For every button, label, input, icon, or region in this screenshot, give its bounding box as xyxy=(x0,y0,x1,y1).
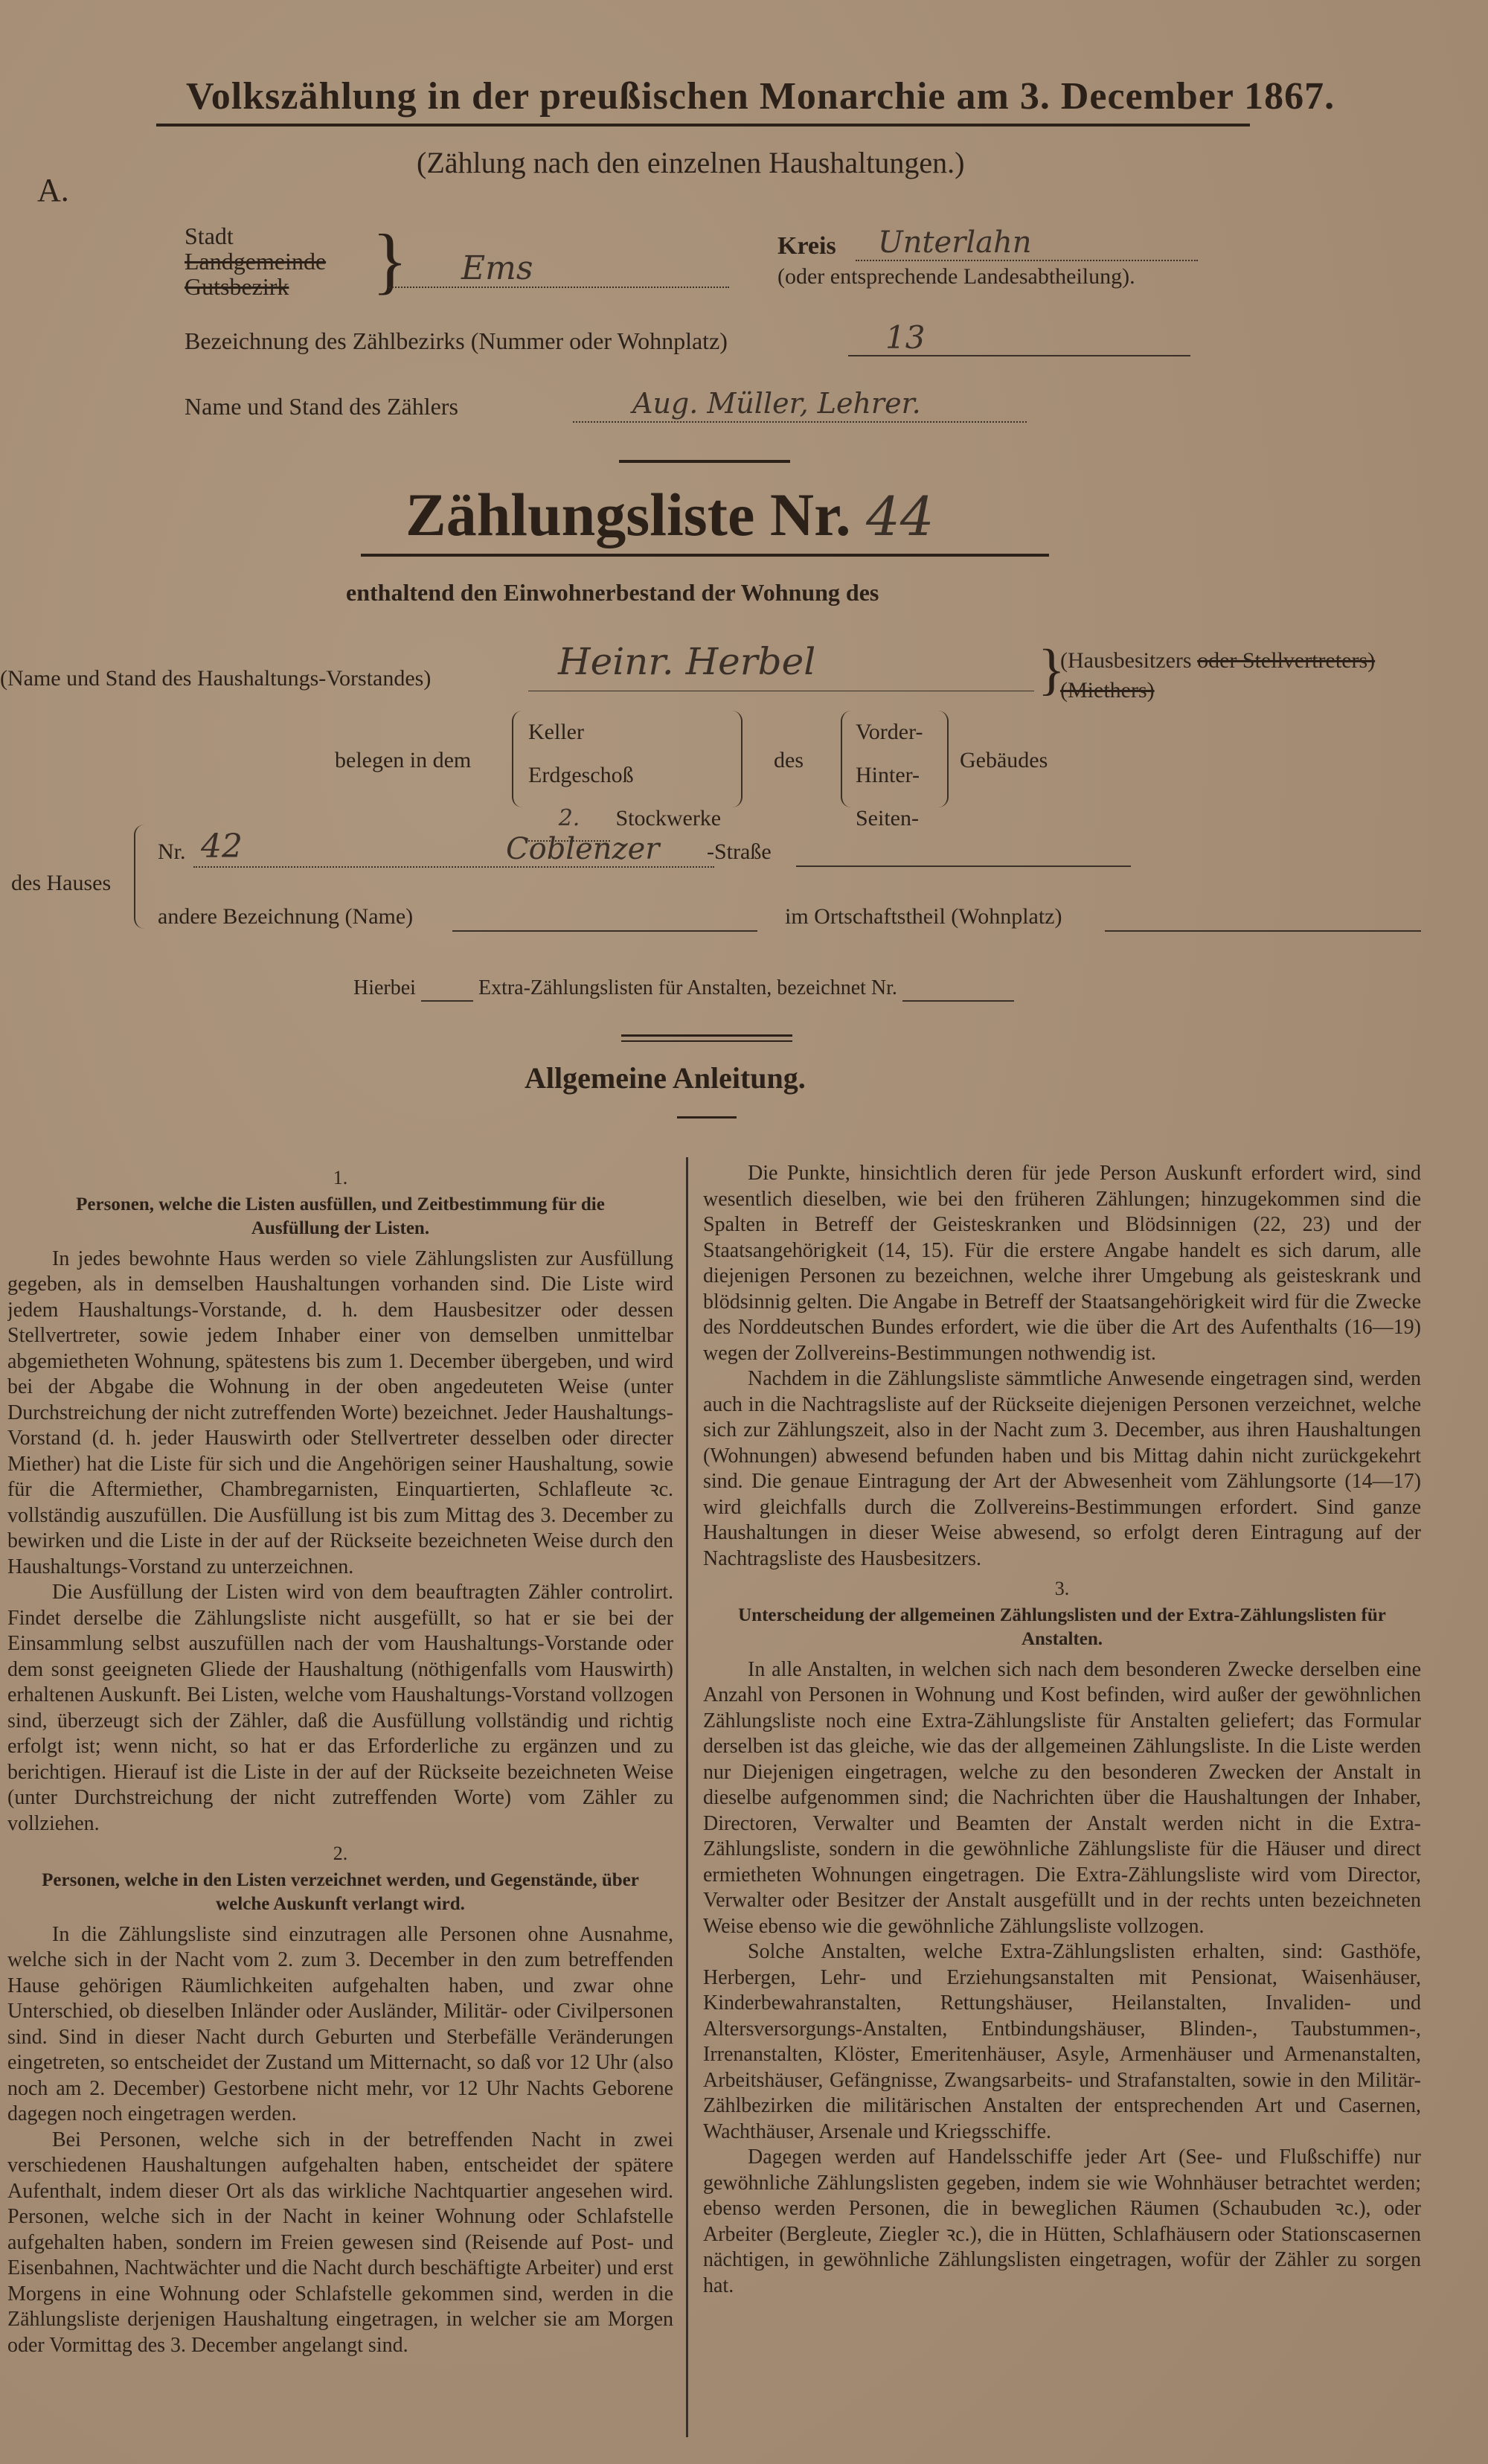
paragraph: Bei Personen, welche sich in der betreffenden Nacht in zwei verschiedenen Haushaltungen aufgehalten haben, entscheidet der spätere Aufenthalt, indem dieser Ort als das wirkliche Nachtquartier angesehen wird. Personen, welche sich in der Nacht in keiner Wohnung oder Schlafstelle aufgehalten haben, sondern im Freien gewesen sind (Reisende auf Post- und Eisenbahnen, Nachtwächter und die Nacht durch beschäftigte Arbeiter) und erst Morgens in eine Wohnung oder Schlafstelle gekommen sind, werden in die Zählungsliste derjenigen Haushaltung eingetragen, in welcher sie am Morgen oder Vormittag des 3. December angelangt sind. xyxy=(7,2128,673,2357)
enumerator-value: Aug. Müller, Lehrer. xyxy=(632,387,921,420)
separator xyxy=(621,1034,792,1042)
extra-lists-number-field[interactable] xyxy=(902,976,1014,1002)
house-nr-label: Nr. xyxy=(158,839,186,864)
kreis-value: Unterlahn xyxy=(878,225,1032,260)
extra-lists-count-field[interactable] xyxy=(421,976,473,1002)
kreis-label: Kreis xyxy=(777,232,836,260)
building-suffix: Gebäudes xyxy=(960,748,1048,772)
extra-lists-prefix: Hierbei xyxy=(353,976,416,999)
district-field[interactable] xyxy=(848,319,1190,356)
house-nr-field[interactable] xyxy=(193,828,714,868)
paragraph: Solche Anstalten, welche Extra-Zählungslisten erhalten, sind: Gasthöfe, Herbergen, Lehr- und Erziehungsanstalten mit Pensionat, Waisenhäuser, Kinderbewahranstalten, Rettungshäuser, Heilanstalten, Invaliden- und Altersversorgungs-Anstalten, Entbindungshäuser, Blinden-, Taubstummen-, Irrenanstalten, Klöster, Emeritenhäuser, Asyle, Armenhäuser und Armenanstalten, Arbeitshäuser, Gefängnisse, Zwangsarbeits- und Strafanstalten, sowie in den Militär-Zählbezirken die militärischen Anstalten der entsprechenden Art und Casernen, Wachthäuser, Arsenale und Kriegsschiffe. xyxy=(703,1940,1421,2143)
district-value: 13 xyxy=(885,319,926,356)
paragraph: Die Punkte, hinsichtlich deren für jede Person Auskunft erfordert wird, sind wesentlich dieselben, wie bei den früheren Zählungen; hinzugekommen sind die Spalten in Betreff der Geisteskranken und Blödsinnigen (22, 23) und der Staatsangehörigkeit (14, 15). Für die erstere Angabe handelt es sich darum, alle diejenigen Personen zu bezeichnen, welche ihrer Umgebung als geisteskrank und blödsinnig gelten. Die Angabe in Betreff der Staatsangehörigkeit wird für die Zwecke des Norddeutschen Bundes erfordert, wie die über die Art des Aufenthalts (16—19) wegen der Zollvereins-Bestimmungen nothwendig ist. xyxy=(703,1162,1421,1365)
floor-stockwerke[interactable]: Stockwerke xyxy=(615,806,722,831)
household-role-options xyxy=(1060,646,1375,705)
floor-prefix: belegen in dem xyxy=(335,748,472,772)
role-stellvertreter: oder Stellvertreters) xyxy=(1197,648,1376,673)
role-hausbesitzer: (Hausbesitzers xyxy=(1060,648,1192,673)
list-title-text: Zählungsliste Nr. xyxy=(405,481,851,548)
separator xyxy=(619,460,790,463)
section-number: 3. xyxy=(1054,1578,1070,1599)
enumerator-field[interactable] xyxy=(573,388,1027,423)
instructions-right-column xyxy=(703,1161,1421,2441)
place-field[interactable] xyxy=(387,249,729,288)
document-title: Volkszählung in der preußischen Monarchie am 3. December 1867. xyxy=(186,75,1335,118)
house-nr-value: 42 xyxy=(201,828,243,865)
location-type-gutsbezirk: Gutsbezirk xyxy=(185,273,289,300)
paragraph: In alle Anstalten, in welchen sich nach dem besonderen Zwecke derselben eine Anzahl von Personen in Wohnung und Kost befinden, wird außer der gewöhnlichen Zählungsliste noch eine Extra-Zählungsliste für Anstalten geliefert; das Formular derselben ist das gleiche, wie das der allgemeinen Zählungsliste. In die Liste werden nur Diejenigen eingetragen, welche zu den besonderen Zwecken der Anstalt in dieselbe aufgenommen sind; die Nachrichten über die Haushaltungen der Inhaber, Directoren, Verwalter und Beamten der Anstalt werden nicht in die Extra-Zählungsliste, sondern in die gewöhnliche Zählungsliste für die Häuser und direct ermietheten Wohnungen eingetragen. Die Extra-Zählungsliste wird vom Director, Verwalter oder Besitzer der Anstalt ausgefüllt und in der rechts unten bezeichneten Weise ebenso wie die gewöhnliche Zählungsliste vollzogen. xyxy=(703,1657,1421,1938)
location-type-landgemeinde: Landgemeinde xyxy=(185,248,327,275)
district-part-label: im Ortschaftstheil (Wohnplatz) xyxy=(785,904,1062,929)
list-title xyxy=(405,480,934,550)
paragraph: In jedes bewohnte Haus werden so viele Zählungslisten zur Ausfüllung gegeben, als in demselben Haushaltungen vorhanden sind. Die Liste wird jedem Haushaltungs-Vorstande, d. h. dem Hausbesitzer oder dessen Stellvertreter, sowie jedem Inhaber einer von demselben unmittelbar abgemietheten Wohnung, spätestens bis zum 1. December übergeben, und wird bei der Abgabe die Wohnung in der oben angedeuteten Weise (unter Durchstreichung der nicht zutreffenden Worte) bezeichnet. Jeder Haushaltungs-Vorstand (d. h. jeder Hauswirth oder Stellvertreter desselben oder directer Miether) hat die Liste für sich und die Angehörigen seiner Haushaltung, sowie für die Aftermiether, Chambregarnisten, Einquartierten, Schlafleute ꝛc. vollständig auszufüllen. Die Ausfüllung ist bis zum Mittag des 3. December zu bewirken und die Liste in der auf der Rückseite bezeichneten Weise durch den Haushaltungs-Vorstand zu unterzeichnen. xyxy=(7,1247,673,1578)
side-hinter[interactable]: Hinter- xyxy=(856,763,920,787)
paragraph: Dagegen werden auf Handelsschiffe jeder Art (See- und Flußschiffe) nur gewöhnliche Zählungslisten gegeben, indem sie wie Wohnhäuser betrachtet werden; ebenso werden Personen, die in beweglichen Räumen (Schaubuden ꝛc.), oder Arbeiter (Bergleute, Ziegler ꝛc.), die in Hütten, Schlafhäusern oder Stationscasernen nächtigen, in gewöhnliche Zählungslisten eingetragen, wofür der Zähler zu sorgen hat. xyxy=(703,2145,1421,2297)
list-title-rule xyxy=(361,554,1049,557)
section-number: 2. xyxy=(333,1843,348,1864)
location-type-list xyxy=(185,223,326,299)
place-value: Ems xyxy=(461,249,533,287)
instructions-left-column xyxy=(7,1161,673,2441)
floor-options xyxy=(512,711,743,831)
paragraph: Nachdem in die Zählungsliste sämmtliche Anwesende eingetragen sind, werden auch in die Nachtragsliste auf der Rückseite diejenigen Personen verzeichnet, welche sich zur Zählungszeit, also in der Nacht zum 3. December, aus ihren Haushaltungen (Wohnungen) abwesend befunden haben und bis Mittag dahin nicht zurückgekehrt sind. Die genaue Eintragung der Art der Abwesenheit vom Zählungsorte (14—17) wird gleichfalls durch die Zollvereins-Bestimmungen erfordert. Sind ganze Haushaltungen in dieser Weise abwesend, so erfolgt deren Eintragung auf der Nachtragsliste des Hausbesitzers. xyxy=(703,1367,1421,1570)
separator xyxy=(677,1116,737,1119)
brace xyxy=(134,825,150,929)
floor-value[interactable]: 2. xyxy=(528,797,610,842)
document-subtitle: (Zählung nach den einzelnen Haushaltungen.) xyxy=(417,146,965,179)
household-label: (Name und Stand des Haushaltungs-Vorstandes) xyxy=(0,666,432,691)
role-miether: (Miethers) xyxy=(1060,678,1155,703)
title-rule xyxy=(156,124,1250,127)
section-heading: Personen, welche die Listen ausfüllen, und Zeitbestimmung für die Ausfüllung der Listen. xyxy=(76,1194,605,1238)
household-field[interactable] xyxy=(528,640,1034,691)
street-value: Coblenzer xyxy=(506,832,660,866)
section-number: 1. xyxy=(333,1167,348,1188)
other-name-label: andere Bezeichnung (Name) xyxy=(158,904,414,929)
form-marker: A. xyxy=(37,172,69,208)
enumerator-label: Name und Stand des Zählers xyxy=(185,393,458,420)
paragraph: Die Ausfüllung der Listen wird von dem beauftragten Zähler controlirt. Findet derselbe die Zählungsliste nicht ausgefüllt, so hat er sie bei der Einsammlung selbst auszufüllen nach der vom Haushaltungs-Vorstande oder dem sonst geeigneten Gliede der Haushaltung (nöthigenfalls vom Hauswirth) erhaltenen Auskunft. Bei Listen, welche vom Haushaltungs-Vorstand vollzogen sind, überzeugt sich der Zähler, daß die Ausfüllung vollständig und richtig erfolgt ist; wenn nicht, so hat er das Erforderliche zu ergänzen und zu berichtigen. Hierauf ist die Liste in der auf der Rückseite bezeichneten Weise (unter Durchstreichung der nicht zutreffenden Worte) vom Zähler zu vollziehen. xyxy=(7,1581,673,1835)
street-extra-field[interactable] xyxy=(796,837,1131,867)
district-part-field[interactable] xyxy=(1105,900,1421,932)
instructions-title: Allgemeine Anleitung. xyxy=(525,1061,806,1095)
household-value: Heinr. Herbel xyxy=(558,640,816,683)
section-heading: Personen, welche in den Listen verzeichnet werden, und Gegenstände, über welche Auskunft verlangt wird. xyxy=(42,1869,639,1914)
other-name-field[interactable] xyxy=(452,900,757,932)
brace: } xyxy=(1038,639,1065,701)
street-label: -Straße xyxy=(707,839,772,864)
location-type-stadt: Stadt xyxy=(185,223,234,249)
column-divider xyxy=(686,1157,688,2437)
extra-lists-line xyxy=(353,976,1014,1002)
list-number: 44 xyxy=(865,485,934,548)
extra-lists-text: Extra-Zählungslisten für Anstalten, bezeichnet Nr. xyxy=(478,976,897,999)
side-vorder[interactable]: Vorder- xyxy=(856,720,923,744)
kreis-field[interactable] xyxy=(856,227,1198,261)
list-subtitle: enthaltend den Einwohnerbestand der Wohnung des xyxy=(346,579,879,606)
building-side-options xyxy=(841,711,949,831)
kreis-note: (oder entsprechende Landesabtheilung). xyxy=(777,264,1135,289)
floor-erdgeschoss[interactable]: Erdgeschoß xyxy=(528,763,634,787)
des-label: des xyxy=(774,748,804,772)
brace: } xyxy=(372,219,408,301)
house-label: des Hauses xyxy=(11,871,112,895)
paragraph: In die Zählungsliste sind einzutragen alle Personen ohne Ausnahme, welche sich in der Nacht vom 2. zum 3. December in den zum betreffenden Hause gehörigen Räumlichkeiten aufgehalten haben, und zwar ohne Unterschied, ob dieselben Inländer oder Ausländer, Militär- oder Civilpersonen sind. Sind in dieser Nacht durch Geburten und Sterbefälle Veränderungen eingetreten, so entscheidet der Zustand um Mitternacht, so daß vor 12 Uhr (also noch am 2. December) Gestorbene nicht mehr, vor 12 Uhr Nachts Geborene dagegen noch eingetragen werden. xyxy=(7,1922,673,2125)
floor-keller[interactable]: Keller xyxy=(528,720,584,744)
district-label: Bezeichnung des Zählbezirks (Nummer oder Wohnplatz) xyxy=(185,327,728,354)
section-heading: Unterscheidung der allgemeinen Zählungslisten und der Extra-Zählungslisten für Anstalten. xyxy=(738,1604,1386,1649)
side-seiten[interactable]: Seiten- xyxy=(856,806,919,831)
